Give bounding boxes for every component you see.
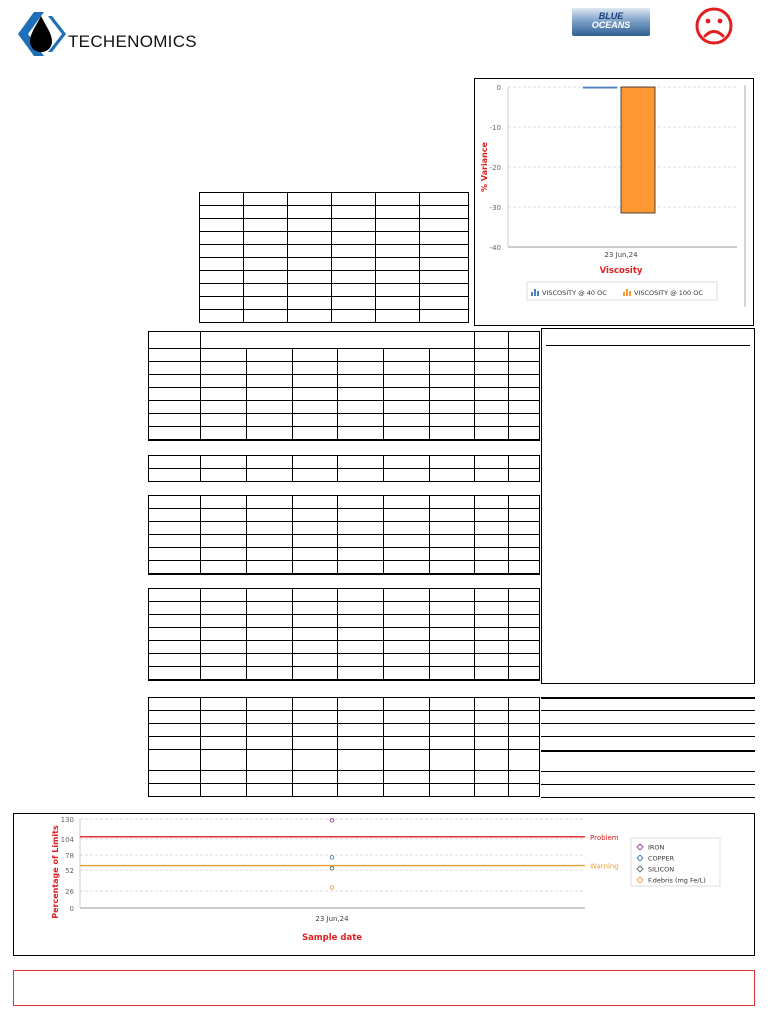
table-row [149,667,540,681]
table-row [149,641,540,654]
sad-face-icon [694,6,734,46]
y-tick-label: 0 [69,905,74,913]
list-divider [541,750,755,752]
table-row [149,401,540,414]
table-row [149,456,540,469]
table-row [200,258,469,271]
table-row [149,628,540,641]
list-divider [541,710,755,711]
wear-metals-chart [13,813,755,956]
table-row [149,750,540,771]
list-divider [541,736,755,737]
data-point [330,886,334,890]
x-tick-label: 23 Jun,24 [315,915,349,923]
table-row [149,388,540,401]
y-tick-label: 78 [65,852,74,860]
table-row [200,245,469,258]
company-name: TECHENOMICS [68,32,197,51]
y-tick-label: -10 [489,124,501,132]
table-row [149,698,540,711]
table-row [149,724,540,737]
table-row [200,193,469,206]
legend-label: VISCOSITY @ 100 OC [634,289,703,297]
table-row [149,737,540,750]
legend-label: F.debris (mg Fe/L) [648,876,706,885]
chart-title: Viscosity [599,266,643,276]
table-row [149,496,540,509]
results-table-section-5 [148,697,540,797]
y-tick-label: -20 [489,164,501,172]
sample-info-table [199,192,469,323]
table-row [149,654,540,667]
bar [583,87,617,88]
list-divider [541,784,755,785]
partner-logo-line1: BLUE [598,11,624,21]
table-row [200,232,469,245]
table-row [149,469,540,482]
table-row [200,297,469,310]
viscosity-chart [474,78,754,326]
table-header-row [149,332,540,349]
partner-logo-line2: OCEANS [591,20,631,30]
table-row [149,375,540,388]
table-row [149,414,540,427]
table-row [200,219,469,232]
table-row [149,535,540,548]
reference-line-label: Problem [590,833,619,842]
techenomics-logo [14,8,204,60]
y-tick-label: 130 [60,816,74,824]
list-divider [541,771,755,772]
table-row [149,771,540,784]
table-row [149,548,540,561]
results-table-section-1 [148,331,540,441]
panel-divider [546,345,750,346]
table-row [200,206,469,219]
bar [621,87,655,213]
viscosity-chart-svg [475,79,755,327]
table-row [149,427,540,441]
wear-metals-chart-svg [14,814,756,957]
y-tick-label: 52 [65,867,74,875]
table-row [200,271,469,284]
table-row [149,522,540,535]
y-tick-label: 0 [496,84,501,92]
x-axis-title: Sample date [301,933,363,943]
recommendation-list [541,697,755,798]
table-row [200,284,469,297]
table-row [149,561,540,575]
table-row [149,711,540,724]
data-point [330,856,334,860]
table-row [149,602,540,615]
table-row [149,615,540,628]
results-table-section-2 [148,455,540,482]
list-divider [541,723,755,724]
table-row [149,349,540,362]
table-row [149,362,540,375]
y-axis-title: % Variance [480,142,489,192]
y-tick-label: -30 [489,204,501,212]
legend-label: COPPER [648,854,675,863]
results-table-section-3 [148,495,540,575]
blue-oceans-logo [572,8,650,36]
y-tick-label: 26 [65,888,74,896]
x-tick-label: 23 Jun,24 [604,251,638,259]
comments-panel [541,328,755,684]
legend-label: SILICON [648,865,675,874]
list-divider [541,697,755,699]
table-row [149,509,540,522]
table-row [200,310,469,323]
y-tick-label: 104 [60,836,74,844]
table-row [149,784,540,797]
y-tick-label: -40 [489,244,501,252]
legend-label: VISCOSITY @ 40 OC [542,289,607,297]
results-table-section-4 [148,588,540,681]
reference-line-label: Warning [590,862,619,871]
legend-label: IRON [648,843,665,852]
droplet-icon [14,8,66,60]
table-row [149,589,540,602]
y-axis-title: Percentage of Limits [51,825,60,919]
list-divider [541,797,755,798]
comment-box [13,970,755,1006]
